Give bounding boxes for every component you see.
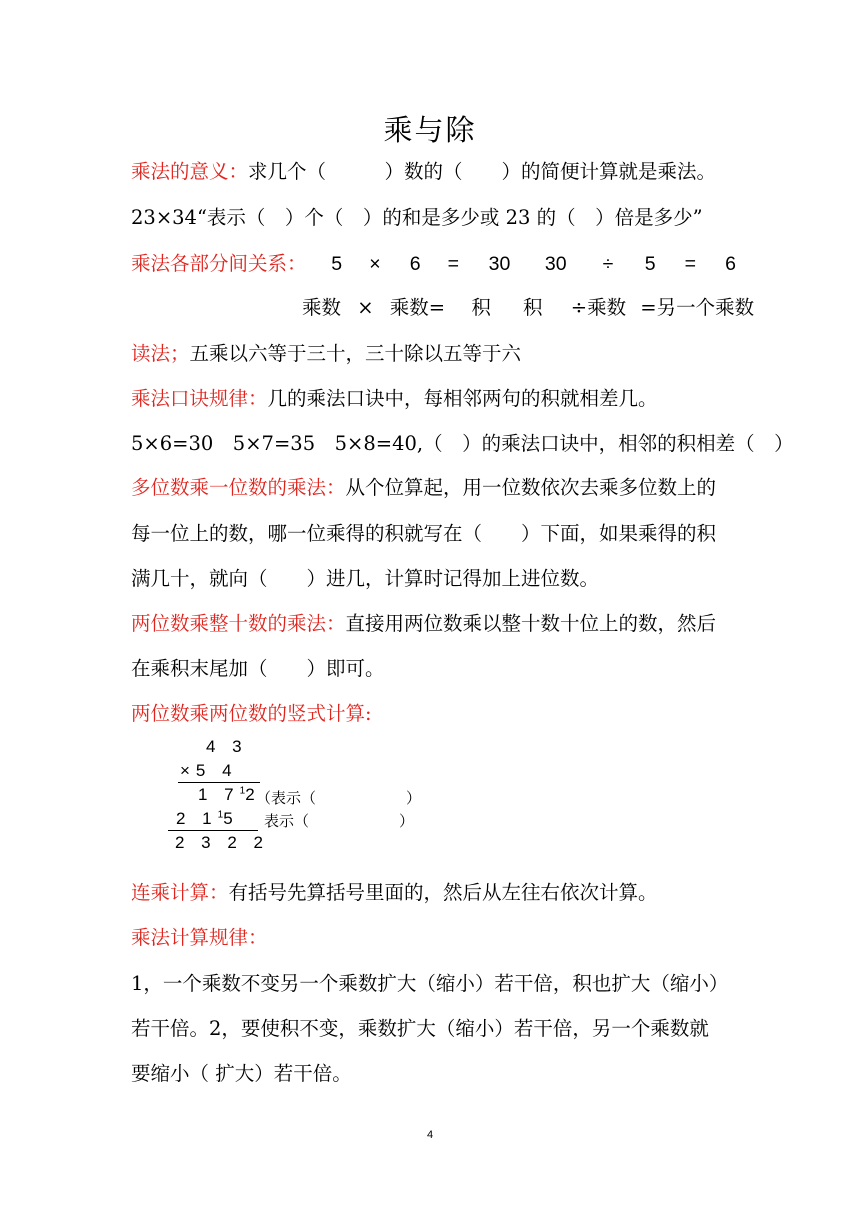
note-2: 表示（ ）	[264, 812, 415, 830]
law-label: 乘法计算规律：	[131, 926, 268, 949]
example2-line: 5×6=30 5×7=35 5×8=40,（ ）的乘法口诀中，相邻的积相差（ ）	[131, 432, 794, 455]
reading-text: 五乘以六等于三十，三十除以五等于六	[189, 342, 522, 365]
relation-line	[131, 250, 749, 278]
multi-digit-line1	[131, 474, 716, 502]
multiplicand: 4 3	[206, 737, 248, 756]
relation-item: =	[684, 253, 697, 275]
carry-mark: 1	[239, 785, 246, 797]
meaning-label: 乘法的意义：	[131, 160, 249, 183]
tens-label: 两位数乘整十数的乘法：	[131, 612, 346, 635]
continuous-label: 连乘计算：	[131, 881, 229, 904]
law-line2: 若干倍。2，要使积不变，乘数扩大（缩小）若干倍，另一个乘数就	[131, 1017, 709, 1040]
relation-word: ×	[357, 296, 374, 319]
multi-digit-line2: 每一位上的数，哪一位乘得的积就写在（ ）下面，如果乘得的积	[131, 522, 717, 545]
relation-word: ÷乘数	[570, 296, 627, 319]
relation-item: ×	[369, 253, 381, 275]
partial-product-1: 1 $7^12$	[198, 785, 261, 804]
rule-line	[131, 385, 658, 413]
example1-line: 23×34“表示（ ）个（ ）的和是多少或 23 的（ ）倍是多少”	[131, 206, 703, 229]
note-1: （表示（ ）	[256, 789, 422, 807]
relation-label: 乘法各部分间关系：	[131, 252, 307, 275]
continuous-line	[131, 879, 658, 907]
relation-item: 6	[725, 253, 736, 275]
tens-text: 直接用两位数乘以整十数十位上的数，然后	[345, 612, 717, 635]
vertical-calculation	[168, 735, 428, 860]
meaning-line	[131, 158, 716, 186]
page-number: 4	[426, 1129, 434, 1141]
relation-item: 30	[544, 253, 567, 275]
relation-word: =另一个乘数	[640, 296, 755, 319]
meaning-text: 求几个（ ）数的（ ）的简便计算就是乘法。	[248, 160, 717, 183]
relation-word: 积	[523, 296, 543, 319]
rule-line-2	[168, 830, 258, 831]
page-title: 乘与除	[383, 113, 477, 147]
relation-words-line	[302, 294, 754, 322]
partial-product-2: 2 $1^15$	[176, 809, 239, 828]
vertical-label: 两位数乘两位数的竖式计算:	[131, 702, 372, 725]
tens-line2: 在乘积末尾加（ ）即可。	[131, 657, 385, 680]
tens-line1	[131, 610, 716, 638]
relation-item: =	[447, 253, 460, 275]
multi-digit-label: 多位数乘一位数的乘法：	[131, 476, 346, 499]
final-product: 2 3 2 2	[175, 833, 269, 852]
multi-digit-text: 从个位算起，用一位数依次去乘多位数上的	[345, 476, 717, 499]
reading-line	[131, 340, 521, 368]
multiplier: ×5 4	[180, 761, 238, 780]
rule-line-1	[178, 782, 260, 783]
relation-item: ÷	[602, 253, 614, 275]
carry-mark: 1	[217, 809, 224, 821]
relation-item: 5	[644, 253, 656, 275]
law-line3: 要缩小（ 扩大）若干倍。	[131, 1062, 352, 1085]
relation-word: 乘数=	[389, 296, 446, 319]
multi-digit-line3: 满几十，就向（ ）进几，计算时记得加上进位数。	[131, 567, 600, 590]
reading-label: 读法；	[131, 342, 190, 365]
law-line1: 1，一个乘数不变另一个乘数扩大（缩小）若干倍，积也扩大（缩小）	[131, 972, 729, 995]
relation-word: 积	[471, 296, 491, 319]
relation-item: 6	[409, 253, 421, 275]
relation-word: 乘数	[302, 296, 342, 319]
rule-text: 几的乘法口诀中，每相邻两句的积就相差几。	[267, 387, 658, 410]
rule-label: 乘法口诀规律：	[131, 387, 268, 410]
relation-item: 30	[488, 253, 511, 275]
continuous-text: 有括号先算括号里面的，然后从左往右依次计算。	[228, 881, 658, 904]
relation-item: 5	[331, 253, 343, 275]
